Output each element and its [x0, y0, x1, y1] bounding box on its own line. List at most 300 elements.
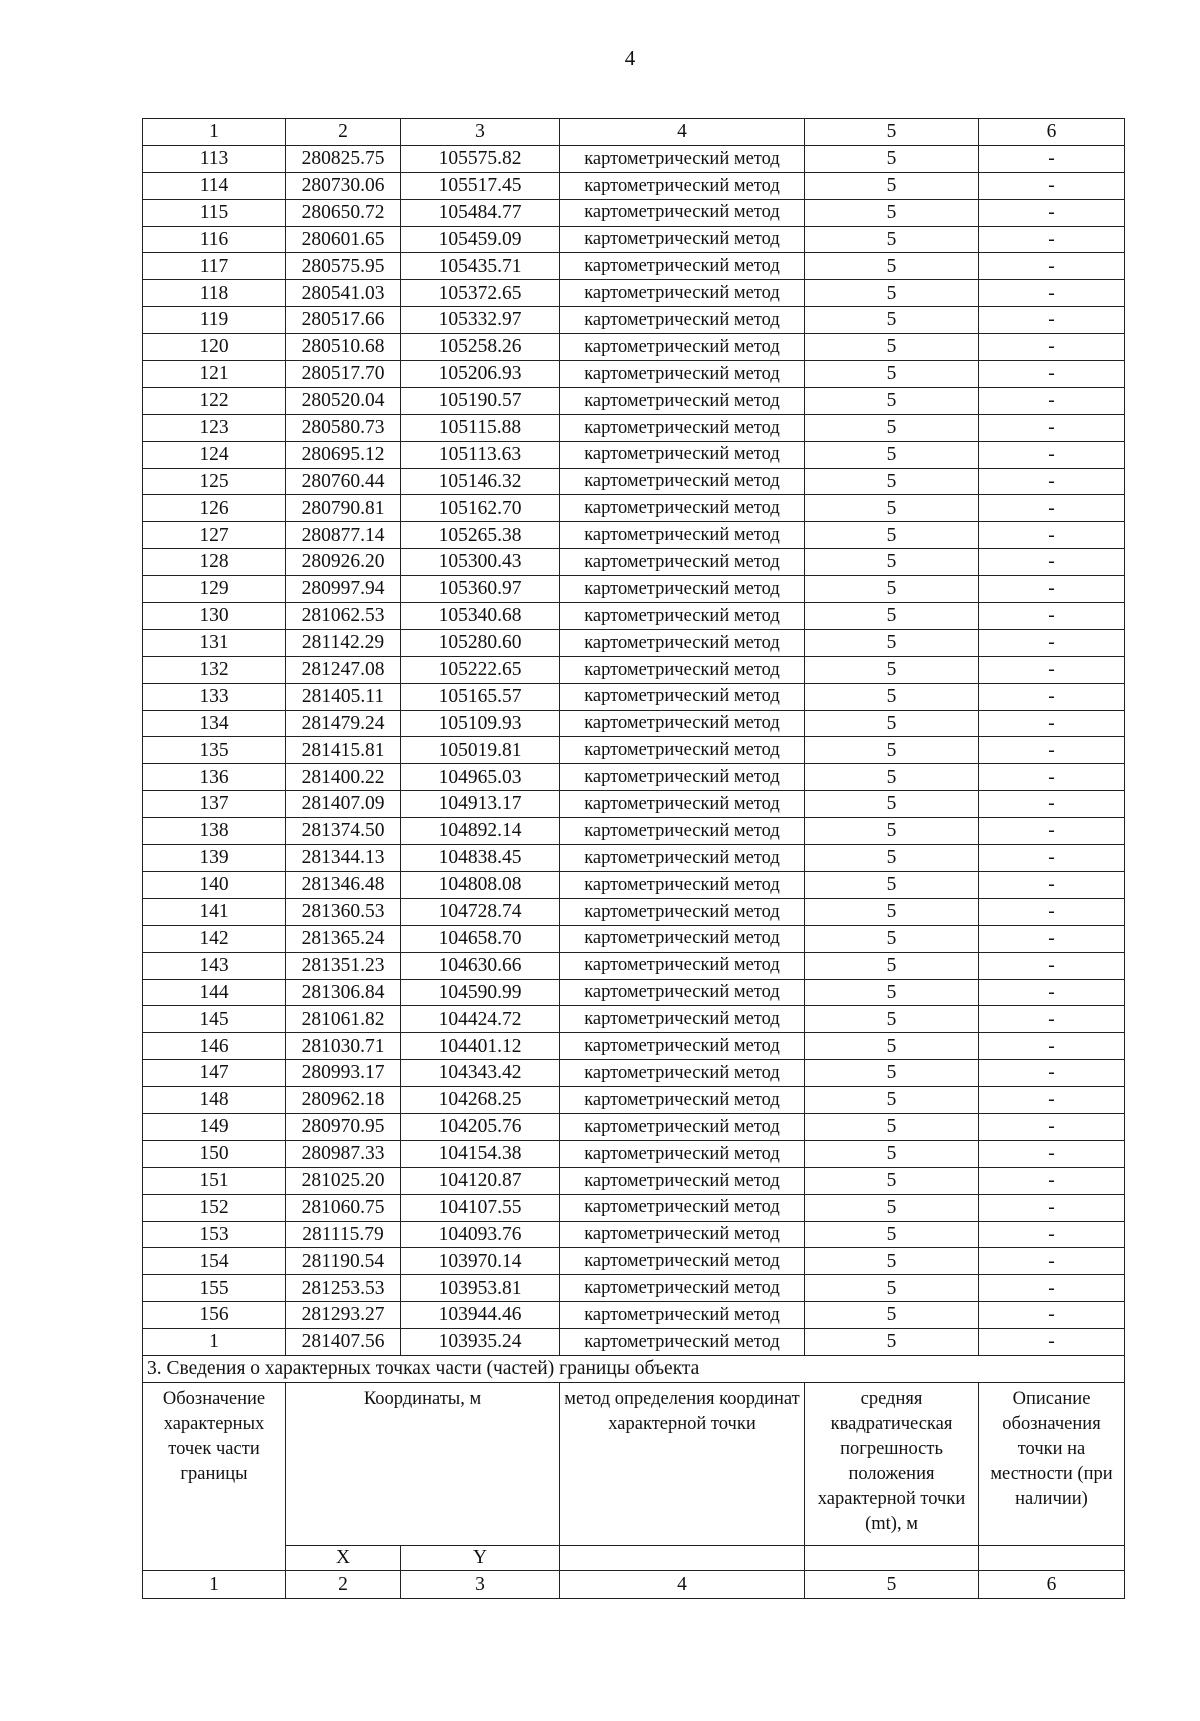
error-value: 5: [805, 1006, 979, 1033]
table-row: [143, 1329, 1125, 1356]
error-value: 5: [805, 818, 979, 845]
coord-x: 281142.29: [286, 629, 401, 656]
point-number: 147: [143, 1060, 286, 1087]
method: картометрический метод: [560, 1033, 805, 1060]
coord-x: 280510.68: [286, 334, 401, 361]
table-row: [143, 1006, 1125, 1033]
table-row: [143, 818, 1125, 845]
page-number: 4: [624, 46, 636, 70]
coord-x: 281306.84: [286, 979, 401, 1006]
point-number: 152: [143, 1194, 286, 1221]
table-row: [143, 845, 1125, 872]
description: -: [979, 1006, 1125, 1033]
coord-x: 280962.18: [286, 1087, 401, 1114]
coord-x: 281293.27: [286, 1302, 401, 1329]
coord-y: 103944.46: [401, 1302, 560, 1329]
description: -: [979, 226, 1125, 253]
coord-y: 104120.87: [401, 1167, 560, 1194]
table-row: [143, 576, 1125, 603]
point-number: 143: [143, 952, 286, 979]
point-number: 126: [143, 495, 286, 522]
method: картометрический метод: [560, 737, 805, 764]
method: картометрический метод: [560, 1302, 805, 1329]
error-value: 5: [805, 656, 979, 683]
description: -: [979, 522, 1125, 549]
coord-x: 281025.20: [286, 1167, 401, 1194]
table-row: [143, 199, 1125, 226]
description: -: [979, 387, 1125, 414]
column-number: 1: [143, 1570, 286, 1598]
table-row: [143, 361, 1125, 388]
method: картометрический метод: [560, 145, 805, 172]
coord-y: 104808.08: [401, 871, 560, 898]
table-row: [143, 737, 1125, 764]
method: картометрический метод: [560, 1087, 805, 1114]
error-value: 5: [805, 549, 979, 576]
coord-x: 280997.94: [286, 576, 401, 603]
description: -: [979, 1060, 1125, 1087]
coord-y: 105258.26: [401, 334, 560, 361]
method: картометрический метод: [560, 495, 805, 522]
coord-y: 105340.68: [401, 603, 560, 630]
method: картометрический метод: [560, 468, 805, 495]
coordinates-table: [142, 118, 1125, 1599]
table-row: [143, 226, 1125, 253]
point-number: 134: [143, 710, 286, 737]
coord-x: 280987.33: [286, 1140, 401, 1167]
coord-y: 105206.93: [401, 361, 560, 388]
coord-y: 105280.60: [401, 629, 560, 656]
column-number: 3: [401, 1570, 560, 1598]
error-value: 5: [805, 172, 979, 199]
error-value: 5: [805, 952, 979, 979]
description: -: [979, 1302, 1125, 1329]
coord-x: 281415.81: [286, 737, 401, 764]
coord-x: 281407.56: [286, 1329, 401, 1356]
coord-y: 104658.70: [401, 925, 560, 952]
table-row: [143, 172, 1125, 199]
method: картометрический метод: [560, 387, 805, 414]
method: картометрический метод: [560, 1194, 805, 1221]
table-row: [143, 387, 1125, 414]
table-row: [143, 683, 1125, 710]
error-value: 5: [805, 280, 979, 307]
method: картометрический метод: [560, 1275, 805, 1302]
method: картометрический метод: [560, 441, 805, 468]
description: -: [979, 253, 1125, 280]
description: -: [979, 549, 1125, 576]
coord-x: 281407.09: [286, 791, 401, 818]
table-row: [143, 1140, 1125, 1167]
description: -: [979, 468, 1125, 495]
point-number: 121: [143, 361, 286, 388]
error-value: 5: [805, 791, 979, 818]
point-number: 123: [143, 414, 286, 441]
table-row: [143, 629, 1125, 656]
coord-y: 105165.57: [401, 683, 560, 710]
description: -: [979, 898, 1125, 925]
method: картометрический метод: [560, 361, 805, 388]
coord-y: 105265.38: [401, 522, 560, 549]
method: картометрический метод: [560, 925, 805, 952]
coord-x: 281190.54: [286, 1248, 401, 1275]
table-row: [143, 1221, 1125, 1248]
table-row: [143, 522, 1125, 549]
error-value: 5: [805, 629, 979, 656]
method: картометрический метод: [560, 1006, 805, 1033]
error-value: 5: [805, 1248, 979, 1275]
header-x: X: [286, 1545, 401, 1570]
method: картометрический метод: [560, 629, 805, 656]
coord-x: 280695.12: [286, 441, 401, 468]
point-number: 115: [143, 199, 286, 226]
method: картометрический метод: [560, 522, 805, 549]
description: -: [979, 1275, 1125, 1302]
method: картометрический метод: [560, 818, 805, 845]
point-number: 144: [143, 979, 286, 1006]
method: картометрический метод: [560, 979, 805, 1006]
error-value: 5: [805, 845, 979, 872]
xy-row: [143, 1545, 1125, 1570]
coord-y: 104154.38: [401, 1140, 560, 1167]
coord-y: 104630.66: [401, 952, 560, 979]
header-error: средняя квадратическая погрешность положения характерной точки (mt), м: [805, 1382, 979, 1545]
coord-y: 104268.25: [401, 1087, 560, 1114]
table-row: [143, 1033, 1125, 1060]
table-row: [143, 952, 1125, 979]
column-number: 6: [979, 1570, 1125, 1598]
table-row: [143, 549, 1125, 576]
description: -: [979, 952, 1125, 979]
description: -: [979, 1329, 1125, 1356]
error-value: 5: [805, 1275, 979, 1302]
method: картометрический метод: [560, 710, 805, 737]
method: картометрический метод: [560, 1060, 805, 1087]
coord-y: 104107.55: [401, 1194, 560, 1221]
method: картометрический метод: [560, 253, 805, 280]
coord-y: 105435.71: [401, 253, 560, 280]
column-number: 6: [979, 119, 1125, 146]
method: картометрический метод: [560, 226, 805, 253]
coord-y: 105575.82: [401, 145, 560, 172]
table-row: [143, 603, 1125, 630]
coord-y: 104892.14: [401, 818, 560, 845]
point-number: 141: [143, 898, 286, 925]
point-number: 124: [143, 441, 286, 468]
description: -: [979, 576, 1125, 603]
coord-x: 280601.65: [286, 226, 401, 253]
coord-y: 105019.81: [401, 737, 560, 764]
error-value: 5: [805, 1329, 979, 1356]
table-row: [143, 414, 1125, 441]
coord-x: 280970.95: [286, 1113, 401, 1140]
coord-y: 104965.03: [401, 764, 560, 791]
table-row: [143, 334, 1125, 361]
coord-x: 281400.22: [286, 764, 401, 791]
column-number: 5: [805, 119, 979, 146]
table-row: [143, 1167, 1125, 1194]
method: картометрический метод: [560, 1221, 805, 1248]
point-number: 155: [143, 1275, 286, 1302]
point-number: 153: [143, 1221, 286, 1248]
point-number: 154: [143, 1248, 286, 1275]
point-number: 1: [143, 1329, 286, 1356]
coord-x: 281062.53: [286, 603, 401, 630]
coord-x: 281365.24: [286, 925, 401, 952]
header-description: Описание обозначения точки на местности (при наличии): [979, 1382, 1125, 1545]
point-number: 151: [143, 1167, 286, 1194]
coord-x: 280790.81: [286, 495, 401, 522]
coord-y: 105360.97: [401, 576, 560, 603]
point-number: 156: [143, 1302, 286, 1329]
coord-x: 281061.82: [286, 1006, 401, 1033]
coord-x: 281360.53: [286, 898, 401, 925]
table-row: [143, 441, 1125, 468]
error-value: 5: [805, 1194, 979, 1221]
method: картометрический метод: [560, 280, 805, 307]
method: картометрический метод: [560, 845, 805, 872]
error-value: 5: [805, 1140, 979, 1167]
description: -: [979, 710, 1125, 737]
column-number: 2: [286, 119, 401, 146]
coord-x: 281115.79: [286, 1221, 401, 1248]
section-3-header-row: [143, 1382, 1125, 1545]
description: -: [979, 629, 1125, 656]
table-row: [143, 145, 1125, 172]
table-row: [143, 710, 1125, 737]
coord-x: 281346.48: [286, 871, 401, 898]
method: картометрический метод: [560, 576, 805, 603]
table-row: [143, 791, 1125, 818]
coord-y: 105115.88: [401, 414, 560, 441]
table-row: [143, 898, 1125, 925]
point-number: 132: [143, 656, 286, 683]
table-row: [143, 1060, 1125, 1087]
point-number: 125: [143, 468, 286, 495]
coord-x: 281405.11: [286, 683, 401, 710]
table-row: [143, 1087, 1125, 1114]
error-value: 5: [805, 764, 979, 791]
coord-y: 104590.99: [401, 979, 560, 1006]
method: картометрический метод: [560, 549, 805, 576]
table-row: [143, 1302, 1125, 1329]
error-value: 5: [805, 603, 979, 630]
description: -: [979, 603, 1125, 630]
table-row: [143, 925, 1125, 952]
error-value: 5: [805, 1113, 979, 1140]
method: картометрический метод: [560, 1113, 805, 1140]
coord-y: 104401.12: [401, 1033, 560, 1060]
error-value: 5: [805, 898, 979, 925]
coord-y: 104728.74: [401, 898, 560, 925]
coord-y: 105109.93: [401, 710, 560, 737]
column-number: 3: [401, 119, 560, 146]
coord-y: 105300.43: [401, 549, 560, 576]
coord-y: 105146.32: [401, 468, 560, 495]
description: -: [979, 334, 1125, 361]
point-number: 117: [143, 253, 286, 280]
coord-y: 103953.81: [401, 1275, 560, 1302]
description: -: [979, 845, 1125, 872]
coord-y: 103970.14: [401, 1248, 560, 1275]
error-value: 5: [805, 145, 979, 172]
coord-y: 105332.97: [401, 307, 560, 334]
description: -: [979, 172, 1125, 199]
table-body: [143, 119, 1125, 1356]
error-value: 5: [805, 683, 979, 710]
point-number: 140: [143, 871, 286, 898]
error-value: 5: [805, 1033, 979, 1060]
method: картометрический метод: [560, 871, 805, 898]
coord-x: 280993.17: [286, 1060, 401, 1087]
error-value: 5: [805, 334, 979, 361]
section-3-column-number-row: [143, 1570, 1125, 1598]
point-number: 128: [143, 549, 286, 576]
coord-x: 280517.70: [286, 361, 401, 388]
error-value: 5: [805, 1221, 979, 1248]
description: -: [979, 1113, 1125, 1140]
point-number: 149: [143, 1113, 286, 1140]
coord-x: 281479.24: [286, 710, 401, 737]
coord-y: 104093.76: [401, 1221, 560, 1248]
empty-cell: [560, 1545, 805, 1570]
description: -: [979, 683, 1125, 710]
description: -: [979, 1248, 1125, 1275]
coord-x: 280517.66: [286, 307, 401, 334]
description: -: [979, 737, 1125, 764]
point-number: 133: [143, 683, 286, 710]
header-designation: Обозначение характерных точек части границы: [143, 1382, 286, 1570]
method: картометрический метод: [560, 1329, 805, 1356]
error-value: 5: [805, 1087, 979, 1114]
method: картометрический метод: [560, 199, 805, 226]
coord-y: 105190.57: [401, 387, 560, 414]
column-number: 2: [286, 1570, 401, 1598]
point-number: 136: [143, 764, 286, 791]
table-row: [143, 468, 1125, 495]
description: -: [979, 1033, 1125, 1060]
point-number: 127: [143, 522, 286, 549]
table-row: [143, 495, 1125, 522]
error-value: 5: [805, 414, 979, 441]
description: -: [979, 199, 1125, 226]
error-value: 5: [805, 737, 979, 764]
point-number: 131: [143, 629, 286, 656]
coord-y: 105113.63: [401, 441, 560, 468]
error-value: 5: [805, 1302, 979, 1329]
empty-cell: [979, 1545, 1125, 1570]
coord-x: 281030.71: [286, 1033, 401, 1060]
error-value: 5: [805, 387, 979, 414]
error-value: 5: [805, 1060, 979, 1087]
table-row: [143, 253, 1125, 280]
method: картометрический метод: [560, 1248, 805, 1275]
point-number: 116: [143, 226, 286, 253]
table-row: [143, 871, 1125, 898]
column-number: 1: [143, 119, 286, 146]
table-row: [143, 280, 1125, 307]
method: картометрический метод: [560, 1140, 805, 1167]
coord-y: 105484.77: [401, 199, 560, 226]
error-value: 5: [805, 925, 979, 952]
point-number: 118: [143, 280, 286, 307]
point-number: 137: [143, 791, 286, 818]
method: картометрический метод: [560, 1167, 805, 1194]
point-number: 142: [143, 925, 286, 952]
empty-cell: [805, 1545, 979, 1570]
method: картометрический метод: [560, 898, 805, 925]
header-y: Y: [401, 1545, 560, 1570]
header-method: метод определения координат характерной точки: [560, 1382, 805, 1545]
header-coordinates: Координаты, м: [286, 1382, 560, 1545]
point-number: 120: [143, 334, 286, 361]
method: картометрический метод: [560, 683, 805, 710]
error-value: 5: [805, 441, 979, 468]
method: картометрический метод: [560, 414, 805, 441]
description: -: [979, 307, 1125, 334]
coord-y: 103935.24: [401, 1329, 560, 1356]
coord-x: 280580.73: [286, 414, 401, 441]
description: -: [979, 925, 1125, 952]
point-number: 145: [143, 1006, 286, 1033]
coord-x: 281344.13: [286, 845, 401, 872]
description: -: [979, 361, 1125, 388]
method: картометрический метод: [560, 603, 805, 630]
coord-y: 104913.17: [401, 791, 560, 818]
method: картометрический метод: [560, 334, 805, 361]
description: -: [979, 979, 1125, 1006]
description: -: [979, 871, 1125, 898]
point-number: 148: [143, 1087, 286, 1114]
column-number: 4: [560, 119, 805, 146]
point-number: 119: [143, 307, 286, 334]
column-number: 4: [560, 1570, 805, 1598]
error-value: 5: [805, 522, 979, 549]
coord-x: 280541.03: [286, 280, 401, 307]
point-number: 114: [143, 172, 286, 199]
error-value: 5: [805, 710, 979, 737]
coord-x: 281374.50: [286, 818, 401, 845]
table-row: [143, 1248, 1125, 1275]
table-row: [143, 1194, 1125, 1221]
error-value: 5: [805, 226, 979, 253]
error-value: 5: [805, 576, 979, 603]
point-number: 135: [143, 737, 286, 764]
coord-y: 105222.65: [401, 656, 560, 683]
description: -: [979, 1140, 1125, 1167]
table-row: [143, 1275, 1125, 1302]
error-value: 5: [805, 871, 979, 898]
description: -: [979, 764, 1125, 791]
method: картометрический метод: [560, 656, 805, 683]
point-number: 150: [143, 1140, 286, 1167]
coord-x: 280760.44: [286, 468, 401, 495]
method: картометрический метод: [560, 764, 805, 791]
coord-x: 280575.95: [286, 253, 401, 280]
description: -: [979, 1087, 1125, 1114]
method: картометрический метод: [560, 307, 805, 334]
coord-x: 281060.75: [286, 1194, 401, 1221]
description: -: [979, 414, 1125, 441]
table-row: [143, 1113, 1125, 1140]
section-3-title: 3. Сведения о характерных точках части (частей) границы объекта: [143, 1355, 1125, 1382]
error-value: 5: [805, 1167, 979, 1194]
description: -: [979, 818, 1125, 845]
point-number: 129: [143, 576, 286, 603]
point-number: 138: [143, 818, 286, 845]
coord-x: 280650.72: [286, 199, 401, 226]
coord-x: 281351.23: [286, 952, 401, 979]
